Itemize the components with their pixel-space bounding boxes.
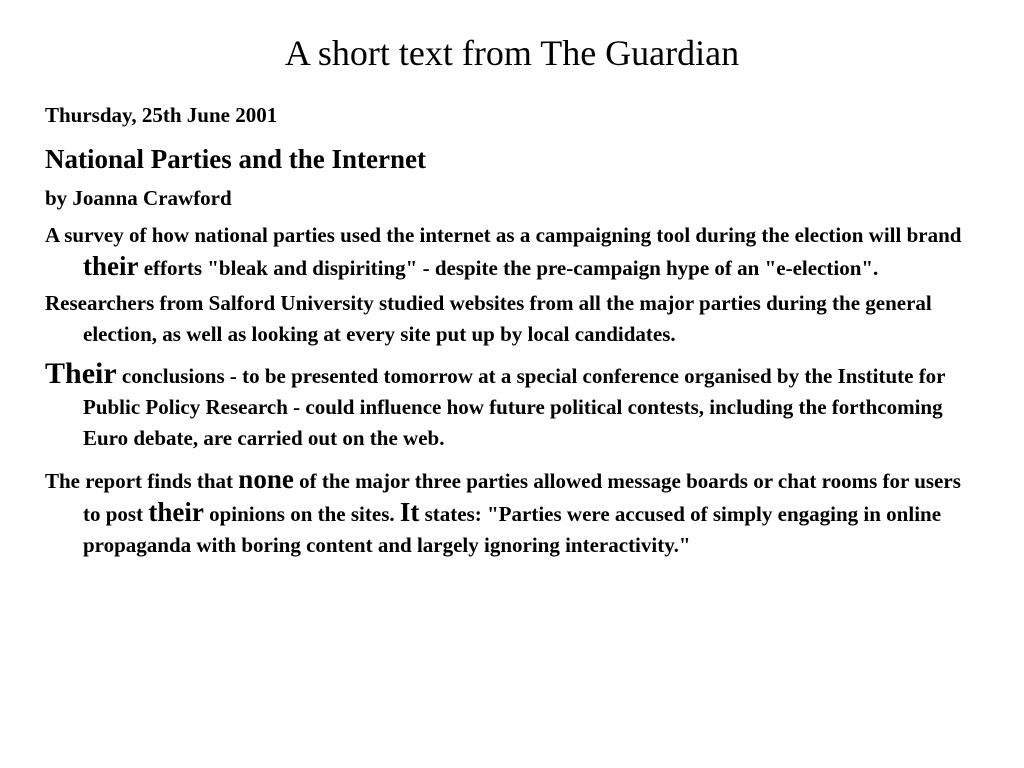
paragraph-4-text-d: states: "Parties were accused of simply engaging in online propaganda with boring content and largely ignoring interactivity." — [83, 502, 942, 557]
slide-title: A short text from The Guardian — [284, 33, 740, 73]
article-headline: National Parties and the Internet — [45, 144, 426, 174]
article-byline: by Joanna Crawford — [45, 186, 232, 210]
emphasis-their-2: their — [148, 497, 204, 527]
paragraph-4-text-b: of the major three parties allowed message boards or chat rooms for users to post — [83, 469, 961, 526]
paragraph-2: Researchers from Salford University studied websites from all the major parties during the general election, as well as looking at every site put up by local candidates. — [45, 291, 932, 346]
paragraph-3 — [45, 358, 970, 454]
paragraph-1-text-b: efforts "bleak and dispiriting" - despite the pre-campaign hype of an "e-election". — [138, 256, 879, 280]
emphasis-it: It — [399, 497, 420, 527]
paragraph-4 — [45, 464, 970, 561]
paragraph-4-text-c: opinions on the sites. — [203, 502, 400, 526]
paragraph-1 — [45, 220, 970, 284]
article-content — [45, 99, 970, 561]
emphasis-their-capital: Their — [45, 357, 117, 390]
emphasis-their: their — [83, 251, 139, 281]
article-date: Thursday, 25th June 2001 — [45, 103, 278, 127]
paragraph-4-text-a: The report finds that — [45, 469, 239, 493]
paragraph-3-text: conclusions - to be presented tomorrow at a special conference organised by the Institute for Public Policy Research - could influence how future political contests, including the forthcoming Euro debate, are carried out on the web. — [83, 364, 946, 450]
paragraph-1-text-a: A survey of how national parties used the internet as a campaigning tool during the election will brand — [45, 223, 962, 247]
emphasis-none: none — [238, 464, 294, 494]
